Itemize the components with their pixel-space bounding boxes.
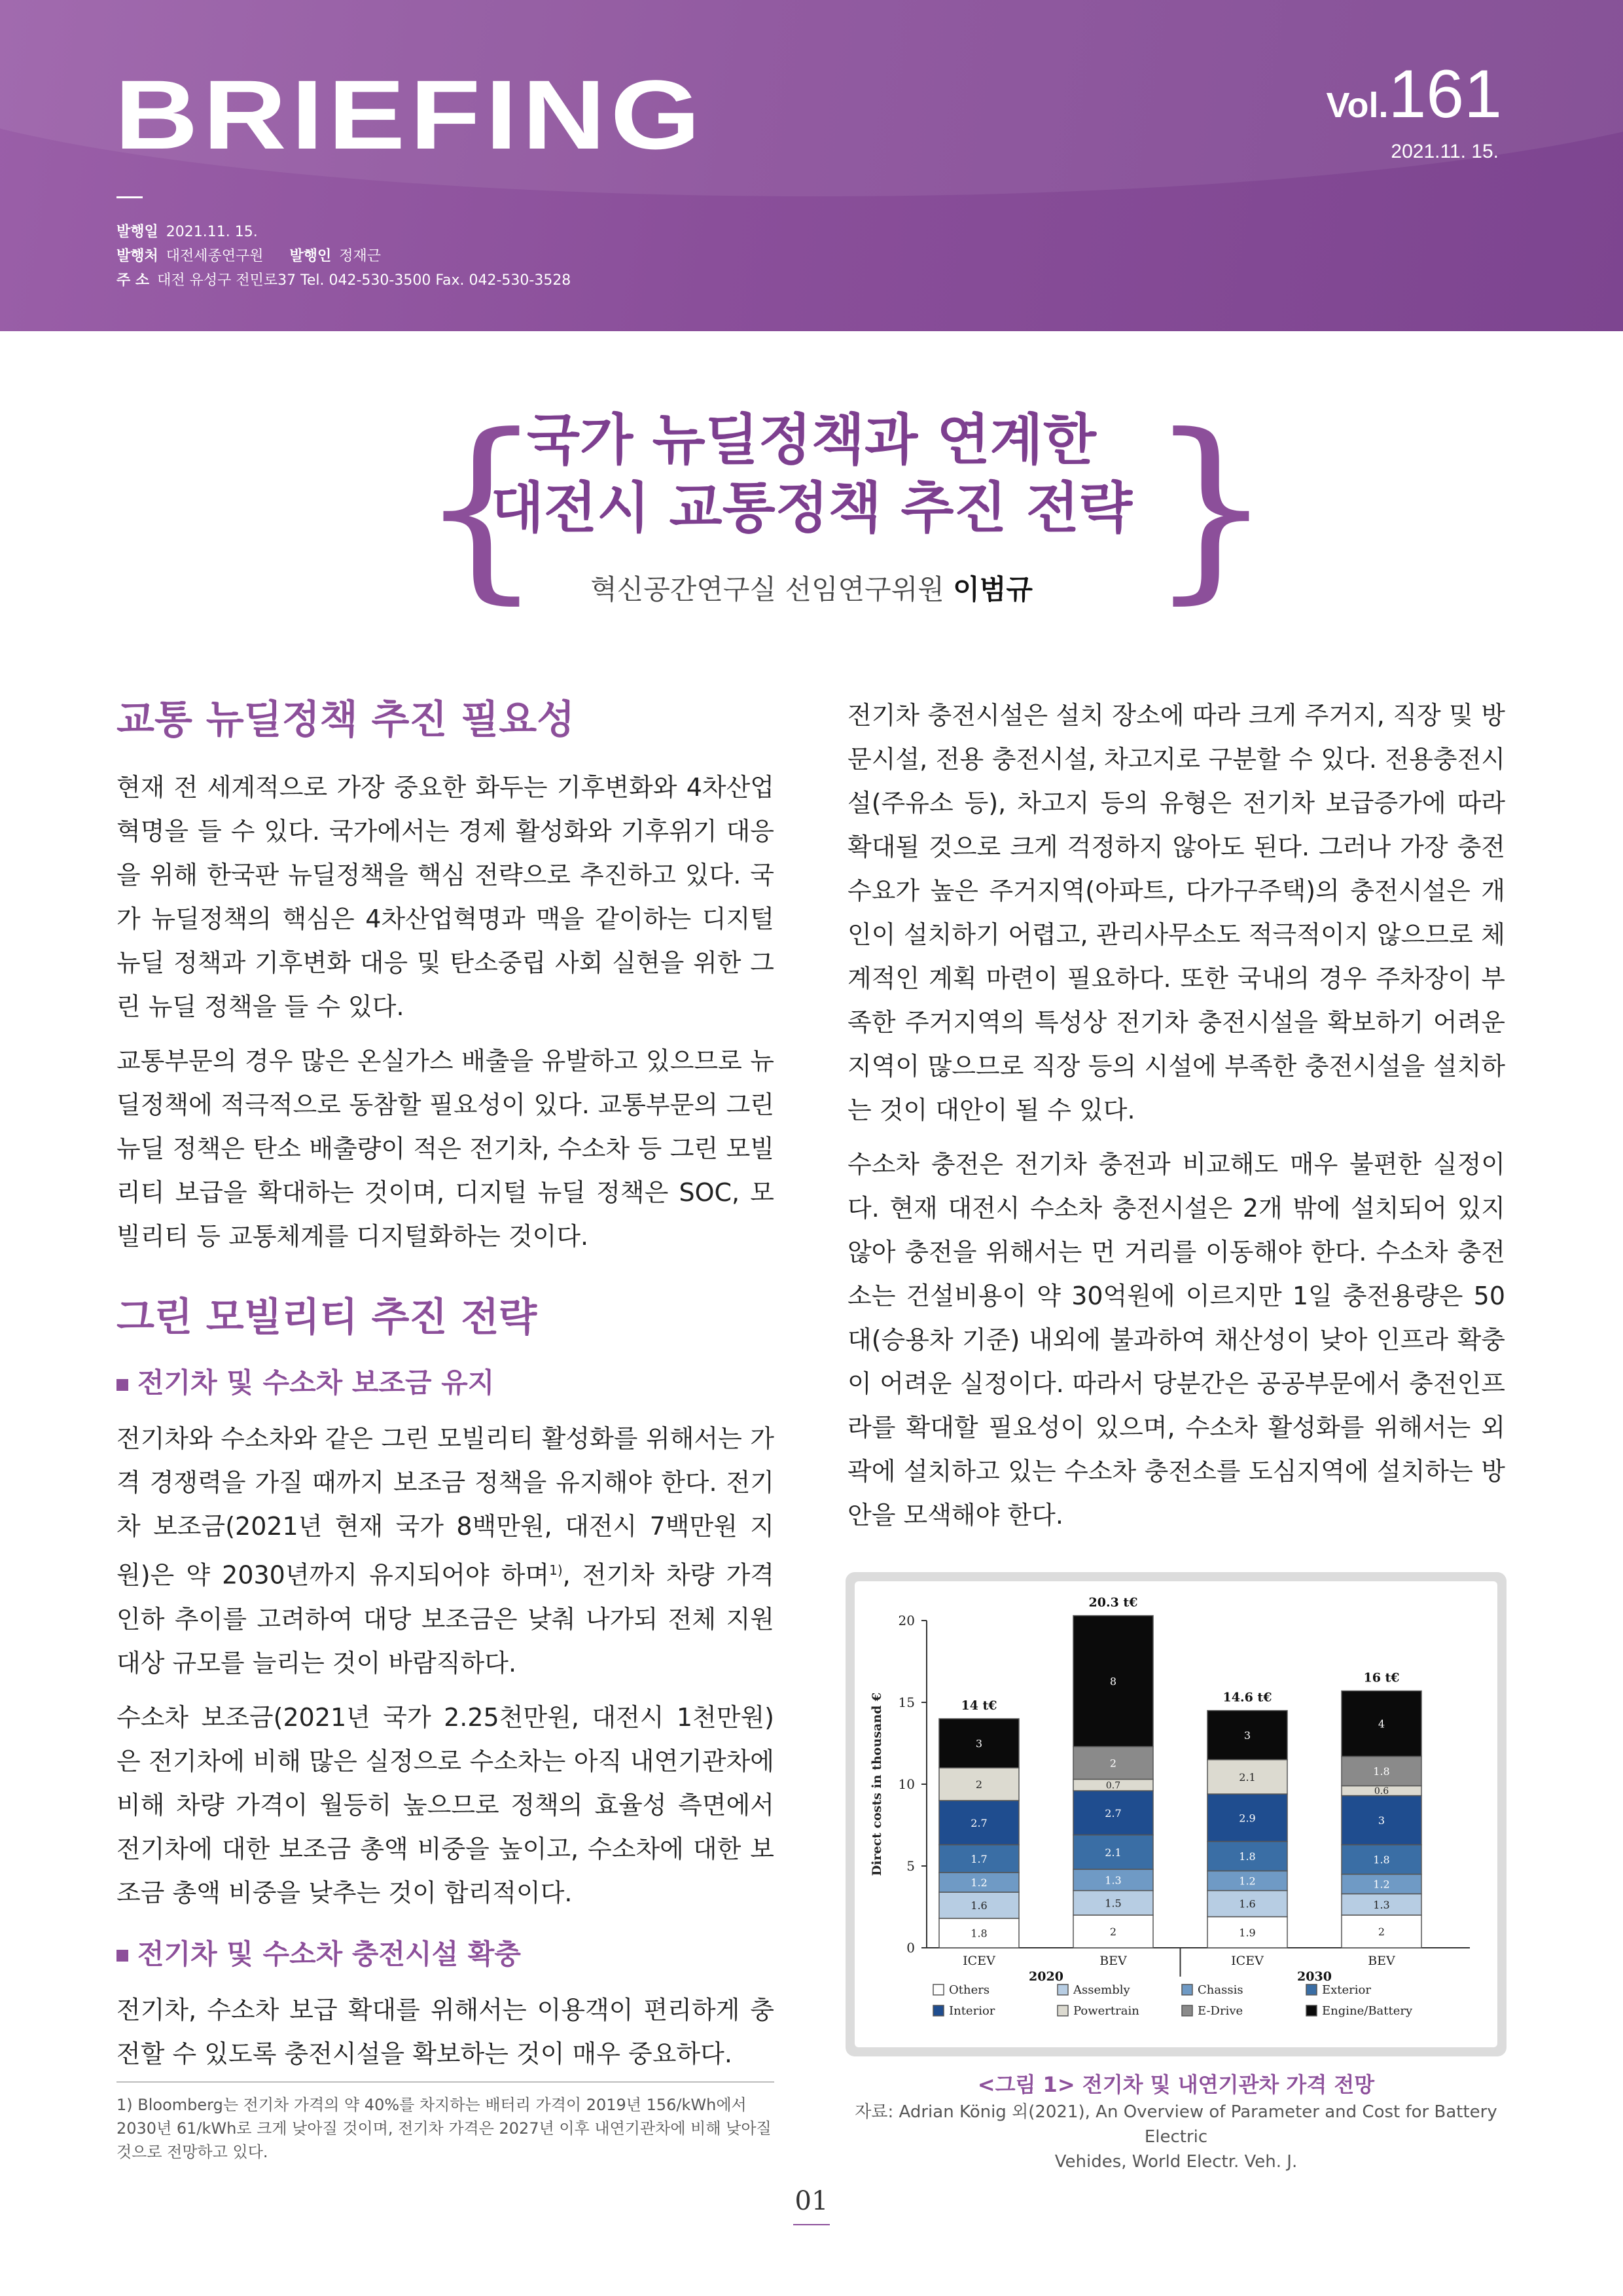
bar-segment-value: 2 (1109, 1926, 1117, 1938)
subheading-text: 전기차 및 수소차 충전시설 확충 (137, 1937, 521, 1970)
bar-segment-value: 0.6 (1374, 1786, 1389, 1797)
square-bullet-icon (116, 1950, 128, 1962)
header-rule (116, 196, 143, 198)
paragraph: 현재 전 세계적으로 가장 중요한 화두는 기후변화와 4차산업혁명을 들 수 있다. 국가에서는 경제 활성화와 기후위기 대응을 위해 한국판 뉴딜정책을 핵심 전략으로 추진하고 있다. 국가 뉴딜정책의 핵심은 4차산업혁명과 맥을 같이하는 디지털 뉴딜 정책과 기후변화 대응 및 탄소중립 사회 실현을 위한 그린 뉴딜 정책을 들 수 있다. (116, 773, 774, 1021)
subheading-charging (116, 1935, 774, 1974)
brand-logo: BRIEFING (115, 60, 705, 170)
meta-key: 발행일 (116, 224, 158, 240)
figure-box (846, 1572, 1507, 2056)
bar-segment-value: 1.8 (971, 1927, 988, 1940)
bar-segment-value: 2.9 (1239, 1812, 1256, 1825)
paragraph-text: , 전기차 차량 가격 인하 추이를 고려하여 대당 보조금은 낮춰 나가되 전체 지원대상 규모를 늘리는 것이 바람직하다. (116, 1560, 774, 1677)
legend-swatch (1306, 1984, 1317, 1995)
legend-label: Chassis (1198, 1983, 1243, 1997)
x-tick-label: BEV (1368, 1954, 1395, 1968)
bar-segment-value: 1.8 (1239, 1850, 1256, 1863)
figure-caption: <그림 1> 전기차 및 내연기관차 가격 전망 (977, 2072, 1375, 2097)
figure-inner (855, 1581, 1497, 2047)
meta-value: 대전세종연구원 (166, 248, 264, 264)
legend-swatch (1058, 1984, 1068, 1995)
paragraph: 교통부문의 경우 많은 온실가스 배출을 유발하고 있으므로 뉴딜정책에 적극적으로 동참할 필요성이 있다. 교통부문의 그린 뉴딜 정책은 탄소 배출량이 적은 전기차, 수소차 등 그린 모빌리티 보급을 확대하는 것이며, 디지털 뉴딜 정책은 SOC, 모빌리티 등 교통체계를 디지털화하는 것이다. (116, 1047, 774, 1251)
article-title-line-1: 국가 뉴딜정책과 연계한 (527, 408, 1096, 472)
x-tick-label: ICEV (963, 1954, 995, 1968)
figure-source (846, 2100, 1507, 2174)
bar-segment-value: 2.7 (1105, 1806, 1122, 1820)
figure-source-line: Vehides, World Electr. Veh. J. (1054, 2152, 1298, 2172)
author-name: 이범규 (953, 573, 1033, 605)
paragraph: 전기차, 수소차 보급 확대를 위해서는 이용객이 편리하게 충전할 수 있도록 충전시설을 확보하는 것이 매우 중요하다. (116, 1995, 774, 2068)
legend-swatch (1182, 1984, 1192, 1995)
bar-segment-value: 1.6 (971, 1899, 988, 1912)
bar-segment-value: 4 (1378, 1717, 1385, 1731)
group-label: 2030 (1297, 1969, 1332, 1984)
legend-label: Powertrain (1073, 2004, 1139, 2018)
paragraph: 수소차 충전은 전기차 충전과 비교해도 매우 불편한 실정이다. 현재 대전시 수소차 충전시설은 2개 밖에 설치되어 있지 않아 충전을 위해서는 먼 거리를 이동해야 한다. 수소차 충전소는 건설비용이 약 30억원에 이르지만 1일 충전용량은 50대(승용차 기준) 내외에 불과하여 채산성이 낮아 인프라 확충이 어려운 실정이다. 따라서 당분간은 공공부문에서 충전인프라를 확대할 필요성이 있으며, 수소차 활성화를 위해서는 외곽에 설치하고 있는 수소차 충전소를 도심지역에 설치하는 방안을 모색해야 한다. (847, 1150, 1505, 1530)
left-column (116, 694, 774, 2087)
bar-segment-value: 1.8 (1373, 1854, 1390, 1866)
legend-swatch (933, 2005, 944, 2016)
author-line (0, 568, 1623, 607)
page-number: 01 (794, 2186, 829, 2216)
page-number-rule (793, 2224, 830, 2225)
bar-segment-value: 0.7 (1105, 1780, 1121, 1791)
meta-key: 주 소 (116, 272, 150, 289)
paragraph (116, 1417, 774, 1685)
bar-segment-value: 2.1 (1239, 1770, 1256, 1784)
legend-label: Engine/Battery (1322, 2004, 1413, 2018)
y-tick-label: 0 (906, 1940, 915, 1956)
x-tick-label: BEV (1099, 1954, 1127, 1968)
y-axis-label: Direct costs in thousand € (870, 1692, 884, 1876)
subheading-subsidy (116, 1363, 774, 1403)
paragraph-text: 전기차와 수소차와 같은 그린 모빌리티 활성화를 위해서는 가격 경쟁력을 가질 때까지 보조금 정책을 유지해야 한다. 전기차 보조금(2021년 현재 국가 8백만원, 대전시 7백만원 지원)은 약 2030년까지 유지되어야 하며 (116, 1424, 774, 1590)
legend-swatch (1058, 2005, 1068, 2016)
bar-total-label: 20.3 t€ (1088, 1595, 1138, 1610)
bar-segment-value: 1.3 (1373, 1898, 1390, 1911)
paragraph: 전기차 충전시설은 설치 장소에 따라 크게 주거지, 직장 및 방문시설, 전용 충전시설, 차고지로 구분할 수 있다. 전용충전시설(주유소 등), 차고지 등의 유형은 전기차 보급증가에 따라 확대될 것으로 크게 걱정하지 않아도 된다. 그러나 가장 충전수요가 높은 주거지역(아파트, 다가구주택)의 충전시설은 개인이 설치하기 어렵고, 관리사무소도 적극적이지 않으므로 체계적인 계획 마련이 필요하다. 또한 국내의 경우 주차장이 부족한 주거지역의 특성상 전기차 충전시설을 확보하기 어려운 지역이 많으므로 직장 등의 시설에 부족한 충전시설을 설치하는 것이 대안이 될 수 있다. (847, 701, 1505, 1124)
bar-segment-value: 3 (1243, 1729, 1251, 1742)
bar-segment-value: 1.9 (1239, 1926, 1256, 1939)
bar-segment-value: 1.3 (1105, 1874, 1122, 1887)
group-label: 2020 (1029, 1969, 1063, 1984)
bar-segment-value: 1.5 (1105, 1897, 1122, 1910)
y-tick-label: 10 (898, 1776, 915, 1792)
footnote: 1) Bloomberg는 전기차 가격의 약 40%를 차지하는 배터리 가격이 2019년 156/kWh에서 2030년 61/kWh로 크게 낮아질 것이며, 전기차 가격은 2027년 이후 내연기관차에 비해 낮아질 것으로 전망하고 있다. (116, 2096, 772, 2161)
issue-date: 2021.11. 15. (1391, 141, 1499, 162)
article-title-block (0, 393, 1623, 621)
subheading-text: 전기차 및 수소차 보조금 유지 (137, 1367, 495, 1399)
right-brace-decoration: } (1149, 393, 1274, 621)
bar-segment-value: 8 (1109, 1675, 1117, 1688)
footnote-divider (116, 2081, 774, 2083)
publication-meta (116, 220, 571, 293)
bar-segment-value: 1.6 (1239, 1897, 1256, 1910)
square-bullet-icon (116, 1379, 128, 1391)
x-tick-label: ICEV (1231, 1954, 1264, 1968)
legend-label: Others (949, 1983, 990, 1997)
right-column (847, 694, 1505, 1548)
bar-segment-value: 2.1 (1105, 1846, 1122, 1859)
footnote-ref[interactable]: 1) (549, 1562, 563, 1578)
legend-swatch (1306, 2005, 1317, 2016)
section-heading-strategy: 그린 모빌리티 추진 전략 (116, 1295, 537, 1340)
meta-key: 발행처 (116, 248, 158, 264)
section-heading-necessity: 교통 뉴딜정책 추진 필요성 (116, 697, 575, 743)
legend-swatch (933, 1984, 944, 1995)
volume-number (1326, 56, 1502, 132)
legend-swatch (1182, 2005, 1192, 2016)
y-tick-label: 15 (898, 1695, 915, 1710)
paragraph: 수소차 보조금(2021년 국가 2.25천만원, 대전시 1천만원)은 전기차에 비해 많은 실정으로 수소차는 아직 내연기관차에 비해 차량 가격이 월등히 높으므로 정책의 효율성 측면에서 전기차에 대한 보조금 총액 비중을 높이고, 수소차에 대한 보조금 총액 비중을 낮추는 것이 합리적이다. (116, 1702, 774, 1907)
bar-segment-value: 2 (1378, 1926, 1385, 1938)
bar-segment-value: 3 (975, 1737, 983, 1750)
bar-segment-value: 1.8 (1373, 1765, 1390, 1778)
bar-total-label: 14 t€ (961, 1698, 997, 1713)
bar-segment-value: 2 (975, 1778, 983, 1791)
article-title-line-2: 대전시 교통정책 추진 전략 (490, 476, 1133, 540)
author-affiliation: 혁신공간연구실 선임연구위원 (590, 573, 954, 605)
legend-label: E-Drive (1198, 2004, 1243, 2018)
legend-label: Assembly (1073, 1983, 1130, 1997)
bar-segment-value: 2.7 (971, 1816, 988, 1829)
bar-total-label: 16 t€ (1363, 1670, 1400, 1685)
y-tick-label: 20 (898, 1613, 915, 1628)
volume-label: Vol. (1326, 86, 1389, 125)
y-tick-label: 5 (906, 1858, 915, 1874)
cost-stacked-bar-chart (855, 1581, 1497, 2047)
volume-value: 161 (1388, 56, 1502, 132)
bar-total-label: 14.6 t€ (1222, 1690, 1272, 1705)
meta-value: 대전 유성구 전민로37 Tel. 042-530-3500 Fax. 042-530-3528 (157, 272, 571, 289)
bar-segment-value: 3 (1378, 1814, 1385, 1827)
bar-segment-value: 1.2 (971, 1876, 988, 1889)
bar-segment-value: 1.7 (971, 1852, 988, 1865)
meta-value: 2021.11. 15. (166, 224, 258, 240)
figure-source-line: 자료: Adrian König 외(2021), An Overview of Parameter and Cost for Battery Electric (855, 2102, 1497, 2147)
meta-value: 정재근 (339, 248, 382, 264)
meta-key: 발행인 (289, 248, 332, 264)
bar-segment-value: 1.2 (1373, 1878, 1390, 1891)
legend-label: Interior (949, 2004, 995, 2018)
left-brace-decoration: { (419, 393, 544, 621)
header-banner (0, 0, 1623, 331)
bar-segment-value: 2 (1109, 1757, 1117, 1770)
bar-segment-value: 1.2 (1239, 1874, 1256, 1888)
legend-label: Exterior (1322, 1983, 1371, 1997)
